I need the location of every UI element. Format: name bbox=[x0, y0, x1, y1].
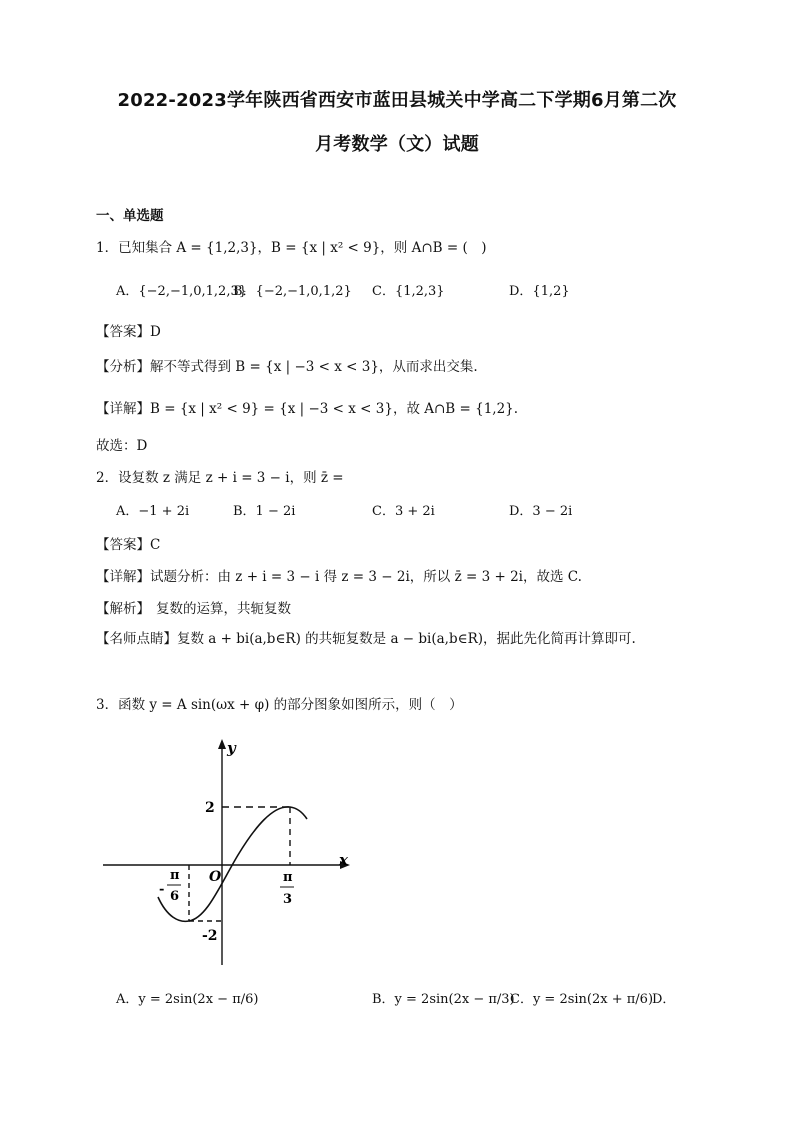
x-axis-label: x bbox=[339, 851, 348, 869]
q1-analysis: 解不等式得到 B = {x | −3 < x < 3}，从而求出交集. bbox=[150, 359, 478, 375]
q2-detail-tag: 【详解】 bbox=[96, 569, 150, 585]
q1-detail-line bbox=[96, 397, 518, 417]
q1-option-b: B．{−2,−1,0,1,2} bbox=[233, 284, 352, 299]
q2-option-c: C．3 + 2i bbox=[372, 504, 435, 519]
q1-analysis-line bbox=[96, 355, 478, 375]
q2-detail-line bbox=[96, 565, 582, 585]
max-value-label: 2 bbox=[205, 800, 215, 816]
q3-option-d: D． bbox=[652, 992, 676, 1007]
q2-analysis: 复数的运算，共轭复数 bbox=[156, 601, 291, 617]
q1-answer-line bbox=[96, 320, 161, 340]
q2-option-a: A．−1 + 2i bbox=[116, 504, 190, 519]
q3-option-b: B．y = 2sin(2x − π/3) bbox=[372, 992, 515, 1007]
q2-option-d: D．3 − 2i bbox=[509, 504, 573, 519]
y-axis-label: y bbox=[227, 739, 236, 757]
page-title-line2: 月考数学（文）试题 bbox=[315, 134, 479, 155]
right-tick-denominator: 3 bbox=[283, 892, 293, 907]
q1-detail: B = {x | x² < 9} = {x | −3 < x < 3}，故 A∩B = {1,2}. bbox=[150, 401, 519, 417]
y-axis-arrow-icon bbox=[218, 739, 226, 749]
q1-answer: D bbox=[150, 324, 161, 340]
q2-analysis-line bbox=[96, 597, 291, 617]
q1-detail-tag: 【详解】 bbox=[96, 401, 150, 417]
q3-option-a: A．y = 2sin(2x − π/6) bbox=[116, 992, 259, 1007]
q2-note-line bbox=[96, 627, 636, 647]
q1-option-a: A．{−2,−1,0,1,2,3} bbox=[116, 284, 248, 299]
origin-label: O bbox=[209, 869, 222, 885]
left-tick-sign: - bbox=[159, 882, 165, 897]
left-tick-denominator: 6 bbox=[170, 889, 180, 904]
q2-analysis-tag: 【解析】 bbox=[96, 601, 150, 617]
q1-choose: 故选：D bbox=[96, 438, 148, 454]
q1-stem: 1．已知集合 A = {1,2,3}，B = {x | x² < 9}，则 A∩B = ( ) bbox=[96, 240, 487, 256]
section-heading: 一、单选题 bbox=[96, 208, 164, 224]
left-tick-numerator: π bbox=[170, 868, 180, 883]
q1-option-d: D．{1,2} bbox=[509, 284, 570, 299]
q1-analysis-tag: 【分析】 bbox=[96, 359, 150, 375]
q2-answer: C bbox=[150, 537, 161, 553]
q2-option-b: B．1 − 2i bbox=[233, 504, 296, 519]
q2-detail: 试题分析：由 z + i = 3 − i 得 z = 3 − 2i，所以 z̄ = 3 + 2i，故选 C. bbox=[150, 569, 582, 585]
q2-answer-line bbox=[96, 533, 160, 553]
q1-answer-tag: 【答案】 bbox=[96, 324, 150, 340]
q2-note: 复数 a + bi(a,b∈R) 的共轭复数是 a − bi(a,b∈R)，据此先化简再计算即可. bbox=[177, 631, 636, 647]
page-title: 2022-2023学年陕西省西安市蓝田县城关中学高二下学期6月第二次 bbox=[117, 90, 677, 111]
min-value-label: -2 bbox=[202, 928, 218, 944]
q3-sine-graph bbox=[95, 735, 365, 970]
q3-stem: 3．函数 y = A sin(ωx + φ) 的部分图象如图所示，则（ ） bbox=[96, 697, 463, 713]
q3-option-c: C．y = 2sin(2x + π/6) bbox=[510, 992, 654, 1007]
q2-note-tag: 【名师点睛】 bbox=[96, 631, 177, 647]
right-tick-numerator: π bbox=[283, 870, 293, 885]
q2-stem: 2．设复数 z 满足 z + i = 3 − i，则 z̄ = bbox=[96, 470, 344, 486]
q1-option-c: C．{1,2,3} bbox=[372, 284, 445, 299]
q2-answer-tag: 【答案】 bbox=[96, 537, 150, 553]
